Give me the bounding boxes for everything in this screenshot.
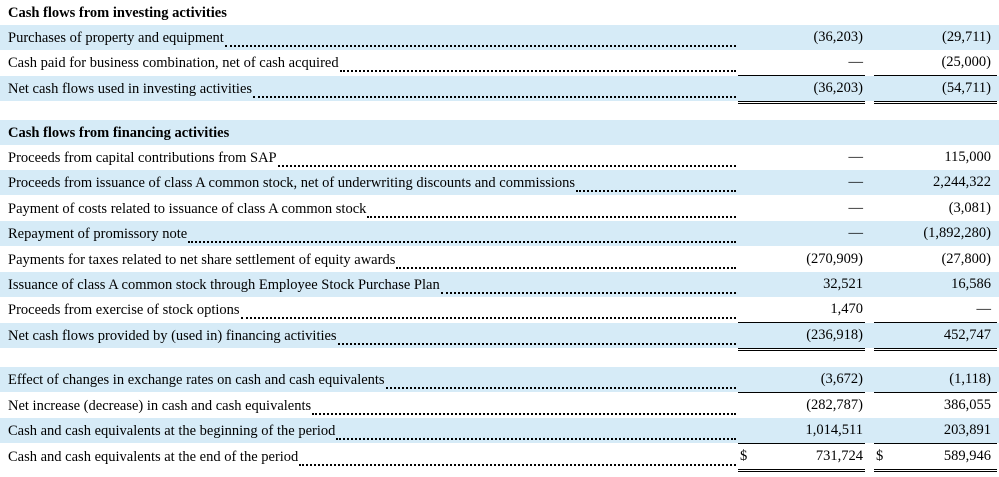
total-rule (874, 469, 997, 472)
leader-dots (338, 332, 736, 345)
row-label: Payment of costs related to issuance of class A common stock (8, 201, 367, 217)
table-row (0, 221, 999, 246)
table-row (0, 196, 999, 221)
total-rule (738, 101, 865, 104)
table-row (0, 367, 999, 392)
leader-dots (312, 402, 736, 415)
value-col2: 115,000 (944, 149, 991, 165)
value-col1: (3,672) (820, 371, 863, 387)
table-row (0, 323, 999, 348)
section-heading: Cash flows from financing activities (8, 125, 230, 141)
value-col2: 2,244,322 (933, 174, 991, 190)
leader-dots (225, 34, 736, 47)
row-label: Proceeds from capital contributions from SAP (8, 150, 277, 166)
value-col1: (36,203) (813, 29, 863, 45)
leader-dots (336, 427, 736, 440)
value-col2: (25,000) (941, 54, 991, 70)
row-label: Cash and cash equivalents at the beginning of the period (8, 423, 336, 439)
value-col1: — (848, 149, 863, 165)
row-label: Net increase (decrease) in cash and cash equivalents (8, 398, 312, 414)
value-col2: 386,055 (943, 397, 991, 413)
value-col1: — (848, 225, 863, 241)
value-col2: (1,118) (949, 371, 991, 387)
value-col1: (36,203) (813, 80, 863, 96)
investing-heading-row (0, 0, 999, 25)
table-row (0, 444, 999, 469)
value-col1: (270,909) (806, 251, 863, 267)
value-col1: (236,918) (806, 327, 863, 343)
row-label: Cash and cash equivalents at the end of the period (8, 449, 299, 465)
row-label: Purchases of property and equipment (8, 30, 224, 46)
leader-dots (576, 179, 736, 192)
table-row (0, 170, 999, 195)
table-row (0, 25, 999, 50)
table-row (0, 272, 999, 297)
value-col2: (29,711) (942, 29, 991, 45)
row-label: Payments for taxes related to net share settlement of equity awards (8, 252, 396, 268)
total-rule (874, 348, 997, 351)
row-label: Effect of changes in exchange rates on cash and cash equivalents (8, 372, 385, 388)
table-row (0, 297, 999, 322)
value-col1: (282,787) (806, 397, 863, 413)
value-col2: (1,892,280) (923, 225, 991, 241)
table-row (0, 393, 999, 418)
value-col2: 452,747 (943, 327, 991, 343)
leader-dots (299, 453, 736, 466)
financing-heading-row (0, 120, 999, 145)
leader-dots (396, 256, 736, 269)
total-rule (738, 469, 865, 472)
leader-dots (441, 281, 736, 294)
leader-dots (253, 85, 736, 98)
table-row (0, 145, 999, 170)
value-col2: (27,800) (941, 251, 991, 267)
leader-dots (188, 230, 736, 243)
row-label: Proceeds from issuance of class A common stock, net of underwriting discounts and commissions (8, 175, 576, 191)
leader-dots (241, 306, 736, 319)
currency-symbol: $ (740, 448, 748, 464)
total-rule (738, 348, 865, 351)
value-col1: — (848, 200, 863, 216)
row-label: Issuance of class A common stock through Employee Stock Purchase Plan (8, 277, 440, 293)
value-col2: (3,081) (948, 200, 991, 216)
row-label: Net cash flows used in investing activities (8, 81, 253, 97)
leader-dots (367, 205, 736, 218)
value-col2: 16,586 (951, 276, 991, 292)
value-col1: 731,724 (815, 448, 863, 464)
value-col1: 1,470 (830, 301, 863, 317)
table-row (0, 247, 999, 272)
value-col1: — (848, 54, 863, 70)
value-col2: (54,711) (942, 80, 991, 96)
value-col1: 32,521 (823, 276, 863, 292)
value-col2: — (976, 301, 991, 317)
currency-symbol: $ (876, 448, 884, 464)
value-col2: 589,946 (943, 448, 991, 464)
table-row (0, 50, 999, 75)
value-col2: 203,891 (943, 422, 991, 438)
row-label: Net cash flows provided by (used in) financing activities (8, 328, 337, 344)
leader-dots (386, 376, 736, 389)
section-heading: Cash flows from investing activities (8, 5, 227, 21)
value-col1: — (848, 174, 863, 190)
leader-dots (340, 59, 736, 72)
table-row (0, 76, 999, 101)
leader-dots (278, 154, 736, 167)
table-row (0, 418, 999, 443)
value-col1: 1,014,511 (805, 422, 863, 438)
total-rule (874, 101, 997, 104)
row-label: Repayment of promissory note (8, 226, 188, 242)
row-label: Cash paid for business combination, net of cash acquired (8, 55, 339, 71)
row-label: Proceeds from exercise of stock options (8, 302, 240, 318)
